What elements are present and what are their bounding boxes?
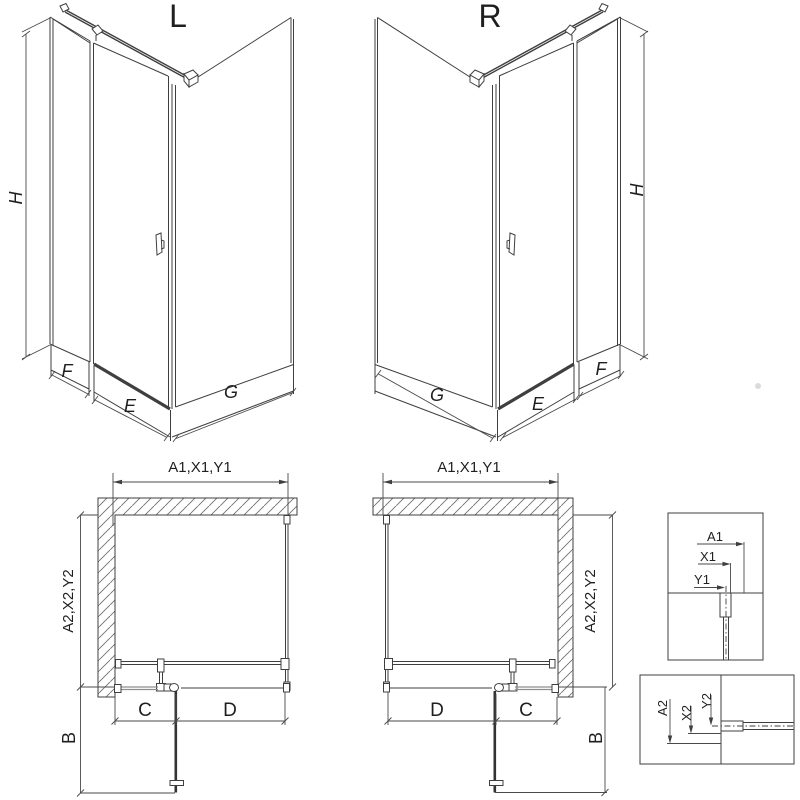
fixed-panel-f — [577, 17, 621, 362]
leader-x2-arrow — [689, 726, 693, 734]
dim-label-a1x1y1: A1,X1,Y1 — [437, 459, 501, 476]
dim-g — [375, 370, 496, 442]
sill-bracket-left — [384, 684, 390, 693]
detail-label-a2: A2 — [655, 700, 670, 716]
support-bar-clamp — [565, 25, 576, 41]
dim-label-b: B — [59, 731, 79, 745]
detail-label-x1: X1 — [700, 549, 716, 564]
iso-view-left — [6, 0, 296, 442]
leader-a1-arrow — [736, 542, 744, 546]
support-bar — [121, 662, 281, 665]
corner-post — [493, 76, 500, 409]
dim-a2-line — [77, 512, 98, 691]
support-bar-clamp — [92, 25, 103, 41]
bar-tee-connector — [510, 659, 517, 672]
dim-label-c: C — [138, 700, 152, 721]
ref-lines — [667, 734, 721, 744]
dim-label-c: C — [519, 700, 533, 721]
glass-connector-top — [384, 516, 390, 525]
dim-label-e: E — [123, 396, 137, 416]
detail-label-a1: A1 — [707, 529, 723, 544]
dim-label-h: H — [6, 191, 26, 205]
dim-d-c-line — [385, 692, 561, 725]
bar-tee-link — [511, 672, 514, 683]
fixed-panel-f — [50, 17, 90, 362]
dim-label-a1x1y1: A1,X1,Y1 — [168, 459, 232, 476]
hinge-post — [574, 41, 578, 364]
threshold-sill — [515, 687, 556, 690]
leader-a2-arrow — [668, 736, 672, 744]
door-leaf-handle — [170, 781, 184, 786]
watermark-dot — [755, 383, 761, 389]
door-leaf-handle — [490, 781, 504, 786]
bar-bracket-right — [550, 660, 556, 669]
hinge-post — [90, 41, 94, 364]
iso-view-right — [375, 0, 648, 442]
leader-y1-arrow — [717, 585, 725, 589]
dim-label-a2x2y2: A2,X2,Y2 — [60, 569, 77, 633]
dim-label-e: E — [531, 394, 545, 414]
corner-post — [169, 76, 176, 409]
detail-frame — [640, 675, 794, 764]
sill-bracket-left — [115, 685, 122, 693]
dim-label-f: F — [595, 359, 607, 379]
dim-label-h: H — [627, 183, 647, 197]
dim-label-g: G — [429, 385, 445, 405]
wall-hatched — [373, 498, 573, 697]
detail-box-top-profile — [668, 513, 763, 660]
dim-h — [22, 18, 50, 360]
leader-y2-arrow — [709, 718, 713, 726]
ref-lines — [731, 542, 745, 593]
profile-section — [720, 593, 731, 617]
variant-label-right: R — [478, 0, 502, 34]
dim-label-g: G — [223, 382, 239, 402]
dim-label-f: F — [61, 361, 73, 381]
bar-tee-link — [160, 672, 163, 683]
dim-label-d: D — [223, 700, 237, 721]
detail-label-y2: Y2 — [699, 693, 714, 709]
dim-b-line — [77, 687, 175, 797]
bar-tee-connector — [158, 659, 165, 672]
sill-bracket-right — [552, 685, 559, 693]
dim-label-d: D — [430, 700, 444, 721]
pivot-hinge — [170, 684, 179, 692]
corner-connector — [470, 70, 484, 87]
threshold-sill — [117, 687, 158, 690]
pivot-hinge — [495, 684, 504, 692]
leader-x1-arrow — [723, 562, 731, 566]
sill-bracket-right — [284, 684, 290, 693]
bar-bracket-left — [385, 659, 393, 670]
support-bar — [392, 662, 549, 665]
bar-bracket-right — [281, 659, 289, 670]
plan-view-left — [59, 459, 297, 797]
bar-bracket-left — [116, 660, 122, 669]
plan-view-right — [373, 459, 616, 796]
door-handle — [507, 233, 515, 255]
detail-label-y1: Y1 — [694, 572, 710, 587]
detail-label-x2: X2 — [679, 705, 694, 721]
dim-label-b: B — [586, 731, 606, 745]
detail-box-side-profile — [640, 675, 794, 764]
glass-connector-top — [284, 516, 290, 525]
dim-label-a2x2y2: A2,X2,Y2 — [582, 569, 599, 633]
door-handle — [156, 233, 164, 255]
corner-connector — [184, 70, 198, 87]
variant-label-left: L — [169, 0, 187, 34]
wall-hatched — [98, 498, 297, 697]
